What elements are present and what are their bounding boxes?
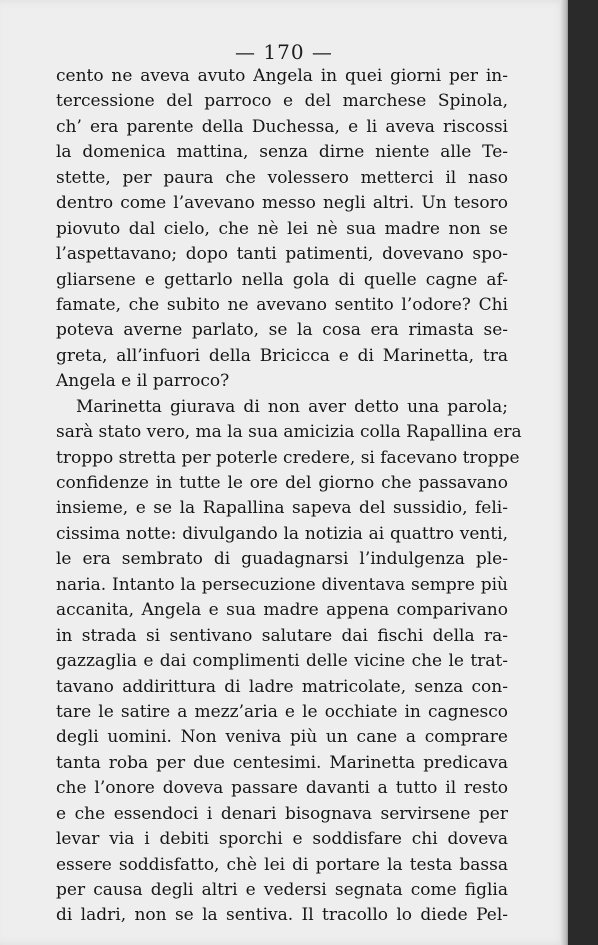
text-line: Angela e il parroco?	[56, 371, 230, 392]
text-line: per causa degli altri e vedersi segnata come figlia	[56, 880, 508, 900]
text-line: sarà stato vero, ma la sua amicizia colla Rapallina era	[56, 422, 522, 443]
text-line: cissima notte: divulgando la notizia ai quattro venti,	[56, 523, 508, 544]
text-line: degli uomini. Non veniva più un cane a comprare	[56, 727, 508, 748]
text-line: l’aspettavano; dopo tanti patimenti, dovevano spo-	[56, 244, 508, 265]
text-line: Marinetta giurava di non aver detto una parola;	[76, 396, 508, 417]
text-line: cento ne aveva avuto Angela in quei giorni per in-	[56, 66, 508, 86]
text-line: accanita, Angela e sua madre appena comparivano	[56, 600, 508, 621]
page-number: — 170 —	[235, 40, 333, 64]
text-line: stette, per paura che volessero metterci il naso	[56, 167, 508, 188]
text-line: insieme, e se la Rapallina sapeva del sussidio, feli-	[56, 498, 508, 519]
body-text	[56, 64, 522, 929]
text-line: in strada si sentivano salutare dai fischi della ra-	[56, 625, 508, 646]
text-line: poteva averne parlato, se la cosa era rimasta se-	[56, 320, 508, 341]
text-line: e che essendoci i denari bisognava servirsene per	[56, 803, 508, 824]
text-line: gliarsene e gettarlo nella gola di quelle cagne af-	[56, 269, 508, 290]
text-line: le era sembrato di guadagnarsi l’indulgenza ple-	[56, 549, 508, 570]
text-line: tanta roba per due centesimi. Marinetta predicava	[56, 752, 508, 773]
text-line: di ladri, non se la sentiva. Il tracollo lo diede Pel-	[56, 905, 508, 926]
text-line: che l’onore doveva passare davanti a tutto il resto	[56, 778, 508, 799]
book-spine	[568, 0, 598, 945]
text-line: troppo stretta per poterle credere, si facevano troppe	[56, 447, 520, 468]
text-line: dentro come l’avevano messo negli altri. Un tesoro	[56, 193, 508, 214]
text-line: levar via i debiti sporchi e soddisfare chi doveva	[56, 829, 508, 850]
text-line: essere soddisfatto, chè lei di portare la testa bassa	[56, 854, 508, 875]
text-line: confidenze in tutte le ore del giorno che passavano	[56, 473, 508, 493]
text-line: tercessione del parroco e del marchese Spinola,	[56, 91, 508, 112]
text-line: ch’ era parente della Duchessa, e li aveva riscossi	[56, 116, 508, 137]
text-line: famate, che subito ne avevano sentito l’odore? Chi	[56, 294, 508, 315]
text-line: gazzaglia e dai complimenti delle vicine che le trat-	[56, 651, 508, 672]
text-line: naria. Intanto la persecuzione diventava sempre più	[56, 574, 508, 595]
text-line: tavano addirittura di ladre matricolate, senza con-	[56, 676, 508, 697]
text-line: la domenica mattina, senza dirne niente alle Te-	[56, 142, 508, 163]
text-line: greta, all’infuori della Bricicca e di Marinetta, tra	[56, 345, 508, 366]
text-line: tare le satire a mezz’aria e le occhiate in cagnesco	[56, 701, 508, 722]
text-line: piovuto dal cielo, che nè lei nè sua madre non se	[56, 218, 508, 239]
